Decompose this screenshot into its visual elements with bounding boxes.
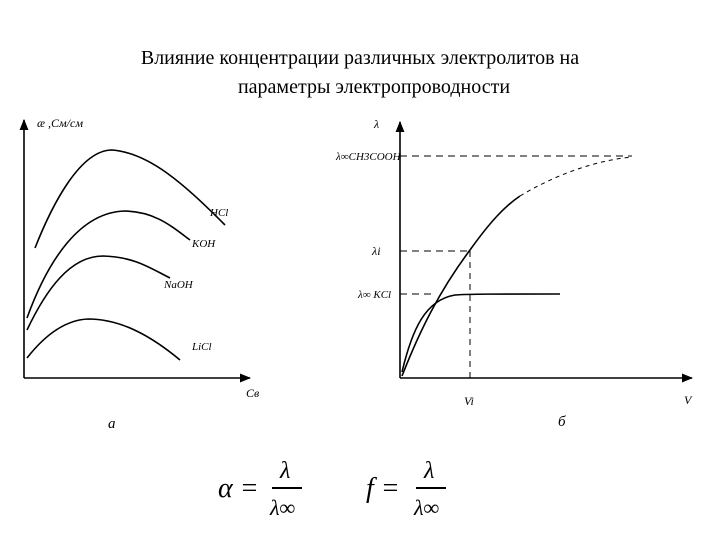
formula-f-lhs: f = <box>366 473 400 504</box>
level-label-kcl: λ∞ KCl <box>358 289 392 301</box>
panel-b-y-axis-label: λ <box>374 117 380 131</box>
panel-b-caption: б <box>558 414 566 430</box>
formula-f-denominator: λ∞ <box>414 495 440 520</box>
formula-alpha-lhs: α = <box>218 473 259 504</box>
panel-b <box>335 117 693 430</box>
panel-a-x-axis-label: Cв <box>246 386 260 400</box>
title-line-2: параметры электропроводности <box>237 76 511 98</box>
curve-weak-electrolyte <box>402 196 520 376</box>
formula-alpha <box>218 458 302 520</box>
curve-licl <box>27 319 180 360</box>
formula-alpha-denominator: λ∞ <box>270 495 296 520</box>
curve-label-koh: KOH <box>192 238 216 250</box>
curve-label-licl: LiCl <box>192 341 212 353</box>
formula-f-numerator: λ <box>424 458 435 484</box>
panel-a-caption: а <box>108 416 116 432</box>
panel-b-x-axis-label: V <box>684 393 692 407</box>
curve-weak-electrolyte-extrapolated <box>520 157 632 196</box>
curve-strong-electrolyte <box>402 294 560 372</box>
x-mark-vi: Vi <box>464 394 474 408</box>
title-line-1: Влияние концентрации различных электролитов на <box>140 47 580 69</box>
formula-alpha-numerator: λ <box>280 458 291 484</box>
curve-label-naoh: NaOH <box>164 279 193 291</box>
level-label-ch3cooh: λ∞CH3COOH <box>336 151 401 163</box>
level-label-i: λi <box>372 244 381 258</box>
curve-hcl <box>35 150 225 248</box>
formula-f <box>366 458 446 520</box>
curve-label-hcl: HCl <box>210 207 229 219</box>
panel-a-y-axis-label: æ ,См/см <box>37 116 83 130</box>
curve-koh <box>27 211 190 318</box>
panel-a <box>24 116 259 432</box>
